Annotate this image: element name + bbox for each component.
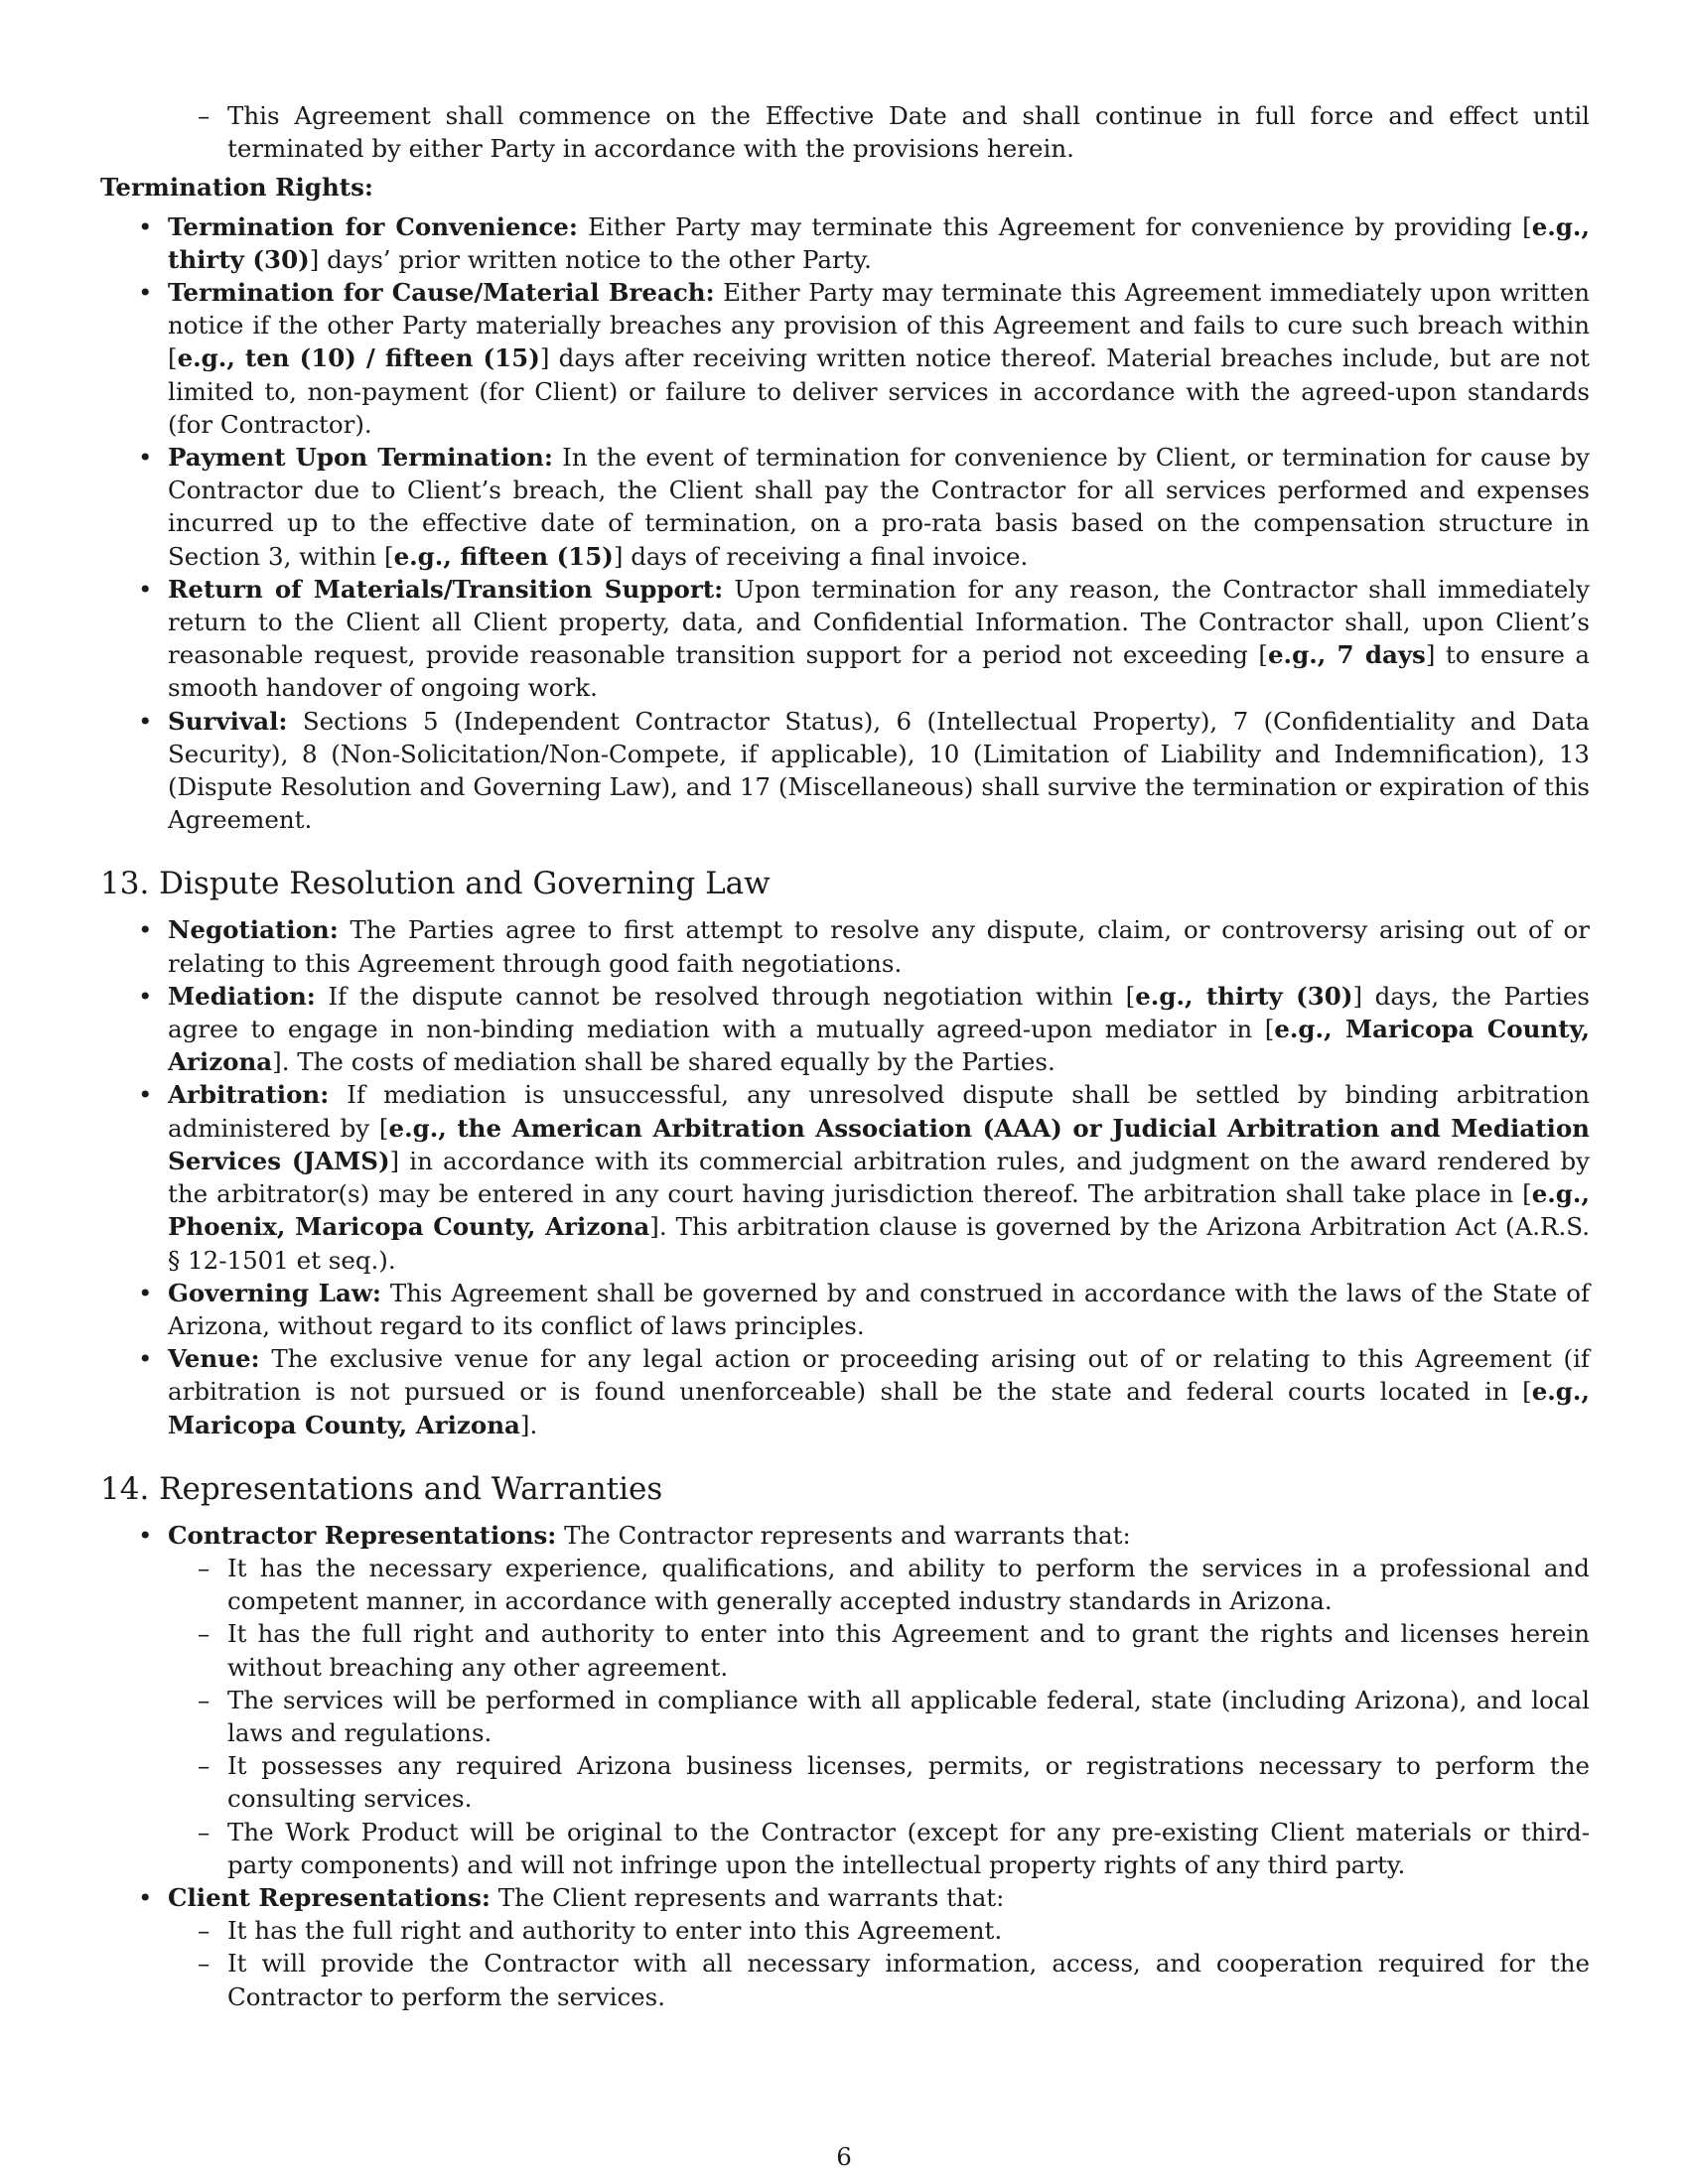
term-text: This Agreement shall commence on the Effective Date and shall continue in full force and effect until terminated by either Party in accordance with the provisions herein. [227,101,1590,164]
item-text: If the dispute cannot be resolved through negotiation within [ [315,981,1136,1011]
list-item [168,1947,1590,2012]
item-text: It possesses any required Arizona business licenses, permits, or registrations necessary to perform the consulting services. [227,1751,1590,1814]
item-text: ] in accordance with its commercial arbitration rules, and judgment on the award rendered by the arbitrator(s) may be entered in any court having jurisdiction thereof. The arbitration shall take place in [ [168,1146,1590,1209]
item-text: ] to ensure a smooth handover of ongoing work. [168,640,1590,703]
termination-rights-heading: Termination Rights: [100,173,373,203]
placeholder-text: e.g., thirty (30) [1135,981,1353,1011]
list-item [100,1519,1590,1881]
item-label: Termination for Cause/Material Breach: [168,278,715,308]
item-label: Contractor Representations: [168,1520,557,1550]
item-label: Survival: [168,706,288,736]
item-label: Arbitration: [168,1080,330,1110]
item-text: If mediation is unsuccessful, any unresolved dispute shall be settled by binding arbitration administered by [ [168,1080,1590,1143]
item-text: ] days of receiving a final invoice. [613,541,1029,571]
list-item [100,441,1590,573]
list-item [168,1914,1590,1947]
item-text: The Client represents and warrants that: [490,1882,1005,1912]
section-13-heading: 13. Dispute Resolution and Governing Law [100,866,771,902]
item-label: Venue: [168,1344,260,1374]
placeholder-text: e.g., thirty (30) [168,211,1590,274]
term-list [100,99,1590,165]
list-item [168,1617,1590,1683]
item-text: The Contractor represents and warrants that: [556,1520,1131,1550]
section-13-list [100,913,1590,1440]
list-item [168,1749,1590,1815]
item-text: ]. [519,1410,538,1439]
item-text: ] days, the Parties agree to engage in non-binding mediation with a mutually agreed-upon mediator in [ [168,981,1590,1044]
page-content [100,99,1590,2013]
list-item [100,573,1590,705]
item-text: Sections 5 (Independent Contractor Status), 6 (Intellectual Property), 7 (Confidentiality and Data Security), 8 (Non-Solicitation/Non-Compete, if applicable), 10 (Limitation of Liability and Indemnification), 13 (Dispute Resolution and Governing Law), and 17 (Miscellaneous) shall survive the termination or expiration of this Agreement. [168,706,1590,835]
list-item [100,210,1590,276]
item-label: Governing Law: [168,1278,381,1307]
item-label: Negotiation: [168,915,339,945]
item-text: The Work Product will be original to the Contractor (except for any pre-existing Client materials or third-party components) and will not infringe upon the intellectual property rights of any third party. [227,1817,1590,1879]
item-text: In the event of termination for convenience by Client, or termination for cause by Contractor due to Client’s breach, the Client shall pay the Contractor for all services performed and expenses incurred up to the effective date of termination, on a pro-rata basis based on the compensation structure in Section 3, within [ [168,443,1590,571]
item-label: Return of Materials/Transition Support: [168,574,724,604]
item-text: ] days’ prior written notice to the other Party. [309,244,872,274]
item-text: The services will be performed in compliance with all applicable federal, state (including Arizona), and local laws and regulations. [227,1685,1590,1747]
placeholder-text: e.g., Maricopa County, Arizona [168,1377,1590,1439]
page-number: 6 [836,2142,852,2171]
list-item [100,1078,1590,1276]
placeholder-text: e.g., Phoenix, Maricopa County, Arizona [168,1179,1590,1242]
list-item [100,705,1590,837]
item-text: It has the full right and authority to enter into this Agreement and to grant the rights and licenses herein without breaching any other agreement. [227,1619,1590,1682]
list-item [100,99,1590,165]
item-text: ]. This arbitration clause is governed by the Arizona Arbitration Act (A.R.S. § 12-1501 et seq.). [168,1212,1590,1275]
item-text: ] days after receiving written notice thereof. Material breaches include, but are not limited to, non-payment (for Client) or failure to deliver services in accordance with the agreed-upon standards (for Contractor). [168,343,1590,439]
termination-list [100,210,1590,837]
client-representations-list [168,1914,1590,2013]
list-item [168,1552,1590,1617]
placeholder-text: e.g., fifteen (15) [393,541,614,571]
item-text: Upon termination for any reason, the Contractor shall immediately return to the Client all Client property, data, and Confidential Information. The Contractor shall, upon Client’s reasonable request, provide reasonable transition support for a period not exceeding [ [168,574,1591,670]
item-text: This Agreement shall be governed by and construed in accordance with the laws of the State of Arizona, without regard to its conflict of laws principles. [168,1278,1591,1340]
item-label: Payment Upon Termination: [168,443,553,473]
item-text: It will provide the Contractor with all necessary information, access, and cooperation required for the Contractor to perform the services. [227,1949,1590,2011]
placeholder-text: e.g., 7 days [1267,640,1426,670]
item-text: The exclusive venue for any legal action or proceeding arising out of or relating to this Agreement (if arbitration is not pursued or is found unenforceable) shall be the state and federal courts located in [ [168,1344,1590,1407]
list-item [100,1342,1590,1441]
list-item [168,1816,1590,1881]
placeholder-text: e.g., ten (10) / fifteen (15) [177,343,540,373]
section-14-heading: 14. Representations and Warranties [100,1470,663,1507]
item-label: Termination for Convenience: [168,211,578,241]
placeholder-text: e.g., the American Arbitration Association (AAA) or Judicial Arbitration and Mediation Services (JAMS) [168,1113,1590,1175]
list-item [100,913,1590,979]
placeholder-text: e.g., Maricopa County, Arizona [168,1015,1591,1077]
list-item [100,276,1590,441]
list-item [168,1684,1590,1749]
item-text: It has the necessary experience, qualifications, and ability to perform the services in a professional and competent manner, in accordance with generally accepted industry standards in Arizona. [227,1553,1590,1616]
list-item [100,1277,1590,1342]
item-text: Either Party may terminate this Agreement immediately upon written notice if the other Party materially breaches any provision of this Agreement and fails to cure such breach within [ [168,278,1590,373]
item-text: ]. The costs of mediation shall be shared equally by the Parties. [272,1047,1055,1077]
item-label: Mediation: [168,981,316,1011]
section-14-list [100,1519,1590,2013]
item-text: It has the full right and authority to enter into this Agreement. [227,1916,1003,1946]
item-text: The Parties agree to first attempt to resolve any dispute, claim, or controversy arising out of or relating to this Agreement through good faith negotiations. [168,915,1590,978]
item-text: Either Party may terminate this Agreement for convenience by providing [ [577,211,1532,241]
list-item [100,1881,1590,2013]
item-label: Client Representations: [168,1882,491,1912]
list-item [100,980,1590,1079]
contractor-representations-list [168,1552,1590,1881]
